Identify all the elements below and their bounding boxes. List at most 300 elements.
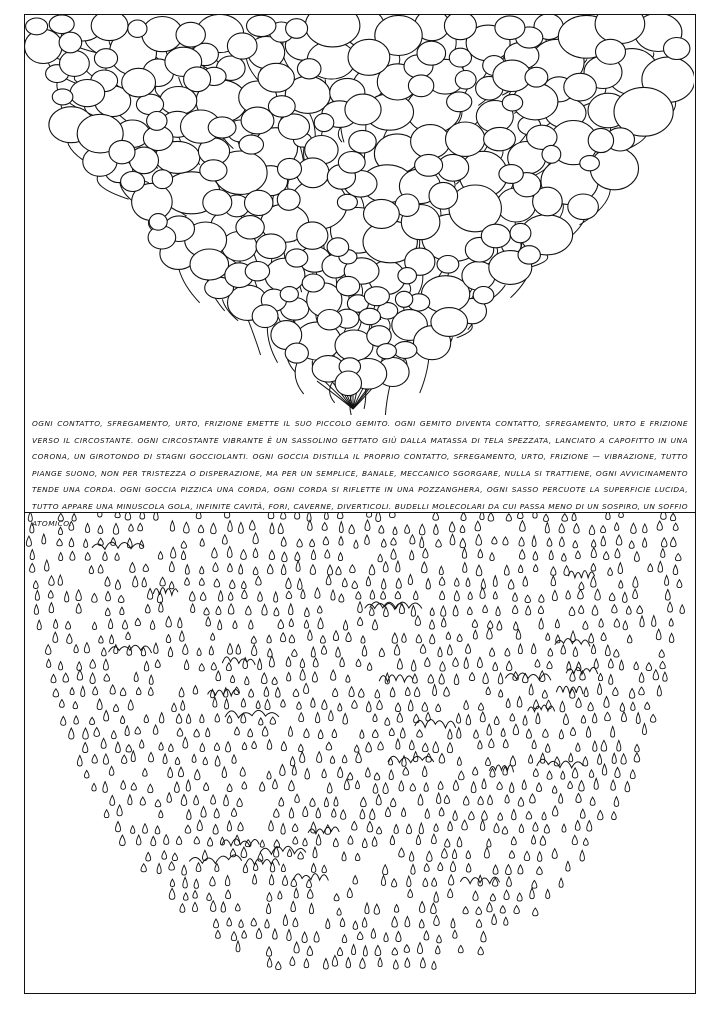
raindrop (552, 849, 557, 859)
raindrop (358, 602, 363, 613)
raindrop (268, 513, 274, 519)
raindrop (322, 865, 327, 873)
raindrop (238, 822, 243, 830)
raindrop (634, 552, 639, 562)
raindrop (433, 685, 437, 696)
speech-bubble (121, 172, 145, 192)
raindrop (34, 605, 38, 615)
raindrop (374, 904, 379, 914)
puddle-outline (222, 657, 255, 665)
raindrop (340, 918, 345, 926)
raindrop (562, 514, 568, 522)
raindrop (251, 918, 256, 926)
raindrop (226, 742, 231, 752)
raindrop (619, 513, 624, 517)
raindrop (136, 688, 141, 695)
raindrop (572, 513, 576, 521)
raindrop (116, 822, 121, 832)
raindrop (623, 621, 627, 630)
raindrop (453, 849, 457, 858)
raindrop (439, 808, 444, 816)
raindrop (333, 688, 338, 696)
raindrop (320, 636, 325, 644)
raindrop (334, 797, 338, 806)
raindrop (190, 592, 196, 601)
raindrop (126, 745, 131, 752)
raindrop (61, 716, 66, 725)
speech-bubble (338, 152, 365, 174)
raindrop (581, 716, 585, 724)
speech-bubble (147, 112, 167, 131)
raindrop (118, 595, 124, 602)
raindrop (396, 578, 401, 588)
raindrop (472, 620, 477, 628)
raindrop (303, 838, 307, 845)
raindrop (489, 739, 494, 748)
raindrop (540, 836, 545, 845)
raindrop (222, 767, 226, 778)
raindrop (265, 919, 269, 928)
raindrop (537, 852, 541, 862)
raindrop (249, 620, 253, 629)
raindrop (308, 520, 313, 530)
raindrop (252, 741, 257, 748)
raindrop (400, 728, 405, 738)
raindrop (440, 591, 445, 600)
speech-bubble (415, 154, 443, 176)
raindrop (200, 714, 204, 722)
raindrop (382, 579, 386, 589)
raindrop (427, 851, 432, 861)
raindrop (300, 752, 305, 762)
raindrop (337, 948, 342, 956)
raindrop (74, 645, 78, 653)
speech-bubble (52, 89, 73, 105)
raindrop (434, 525, 439, 535)
raindrop (424, 931, 429, 940)
raindrop (281, 564, 286, 574)
raindrop (183, 644, 188, 654)
raindrop (310, 539, 315, 546)
raindrop (548, 649, 553, 657)
raindrop (524, 851, 529, 860)
raindrop (620, 703, 624, 711)
raindrop (307, 946, 312, 955)
raindrop (110, 685, 115, 694)
raindrop (253, 548, 258, 557)
raindrop (30, 563, 35, 572)
raindrop (460, 525, 465, 532)
raindrop (307, 889, 313, 898)
raindrop (546, 889, 550, 898)
raindrop (76, 604, 81, 614)
raindrop (77, 755, 82, 766)
raindrop (613, 687, 618, 695)
raindrop (305, 769, 310, 780)
raindrop (176, 714, 181, 723)
raindrop (184, 660, 188, 670)
raindrop (69, 522, 74, 531)
raindrop (481, 932, 486, 942)
raindrop (303, 807, 308, 817)
raindrop (237, 798, 242, 806)
raindrop (280, 765, 285, 776)
raindrop (242, 590, 247, 599)
raindrop (228, 592, 233, 600)
raindrop (334, 894, 339, 901)
raindrop (544, 825, 549, 834)
raindrop (367, 663, 372, 670)
raindrop (513, 724, 518, 735)
raindrop (478, 741, 482, 749)
raindrop (214, 743, 219, 751)
raindrop (591, 548, 596, 558)
raindrop (432, 878, 437, 886)
raindrop (665, 575, 669, 585)
raindrop (355, 853, 360, 860)
raindrop (463, 907, 468, 914)
raindrop (298, 852, 303, 859)
raindrop (181, 551, 185, 560)
raindrop (419, 920, 424, 928)
raindrop (592, 644, 596, 653)
raindrop (425, 658, 430, 667)
raindrop (449, 522, 454, 532)
raindrop (462, 820, 468, 830)
raindrop (510, 714, 515, 721)
raindrop (634, 662, 638, 670)
raindrop (260, 782, 265, 791)
raindrop (206, 617, 211, 626)
raindrop (77, 670, 82, 680)
raindrop (326, 919, 330, 929)
raindrop (70, 688, 74, 695)
raindrop (349, 525, 354, 534)
raindrop (518, 865, 523, 874)
raindrop (363, 946, 367, 956)
raindrop (187, 810, 191, 820)
raindrop (245, 677, 249, 685)
raindrop (561, 645, 566, 654)
raindrop (242, 743, 247, 750)
raindrop (128, 795, 132, 805)
raindrop (381, 591, 386, 599)
raindrop (422, 743, 428, 752)
raindrop (233, 621, 237, 629)
raindrop (322, 523, 327, 531)
raindrop (324, 798, 328, 807)
raindrop (614, 619, 620, 627)
raindrop (260, 840, 264, 847)
raindrop (228, 521, 233, 532)
speech-bubble (278, 158, 302, 179)
raindrop (344, 779, 349, 790)
raindrop (591, 564, 596, 572)
raindrop (261, 673, 267, 684)
raindrop (93, 622, 97, 629)
speech-bubble (297, 158, 329, 188)
raindrop (185, 825, 191, 833)
speech-bubble (580, 156, 600, 171)
raindrop (631, 702, 635, 710)
raindrop (356, 752, 362, 762)
speech-bubble (91, 15, 128, 41)
raindrop (286, 578, 291, 588)
raindrop (35, 590, 39, 600)
raindrop (595, 589, 600, 600)
raindrop (361, 636, 365, 643)
raindrop (415, 616, 420, 626)
raindrop (214, 919, 219, 928)
raindrop (533, 513, 537, 518)
raindrop (267, 564, 273, 573)
raindrop (448, 822, 453, 831)
raindrop (279, 798, 284, 807)
raindrop (297, 702, 302, 709)
speech-bubble (455, 71, 476, 90)
raindrop (226, 663, 231, 671)
raindrop (93, 687, 98, 695)
raindrop (297, 539, 302, 547)
raindrop (58, 527, 62, 534)
raindrop (458, 945, 463, 952)
raindrop (612, 605, 617, 613)
raindrop (504, 565, 509, 575)
raindrop (135, 618, 140, 625)
raindrop (587, 821, 592, 832)
raindrop (269, 550, 274, 559)
raindrop (214, 809, 219, 818)
raindrop (269, 821, 274, 831)
raindrop (105, 608, 110, 616)
raindrop (182, 865, 187, 875)
raindrop (53, 632, 58, 642)
raindrop (109, 766, 114, 775)
raindrop (295, 513, 300, 519)
raindrop (211, 795, 216, 804)
raindrop (522, 780, 526, 789)
raindrop (133, 576, 138, 587)
raindrop (629, 689, 634, 699)
speech-bubble-tail (420, 359, 429, 394)
raindrop (413, 674, 418, 683)
raindrop (267, 958, 272, 967)
speech-bubble (473, 287, 494, 304)
raindrop (601, 526, 606, 533)
raindrop (289, 727, 293, 737)
raindrop (547, 771, 552, 779)
raindrop (496, 607, 500, 616)
raindrop (615, 549, 620, 558)
raindrop (605, 712, 611, 720)
raindrop (241, 847, 247, 857)
raindrop (643, 538, 647, 547)
raindrop (499, 690, 503, 697)
speech-bubble (256, 234, 286, 259)
raindrop (37, 620, 41, 630)
raindrop (77, 662, 82, 671)
puddle-outline (225, 710, 279, 718)
raindrop (240, 767, 245, 776)
raindrop (167, 793, 172, 803)
raindrop (419, 524, 425, 535)
raindrop (216, 671, 221, 681)
raindrop (258, 659, 262, 670)
raindrop (490, 894, 495, 901)
raindrop (609, 593, 615, 601)
raindrop (566, 861, 570, 871)
raindrop (576, 698, 581, 707)
raindrop (200, 592, 206, 600)
puddle-outline (568, 571, 594, 579)
raindrop (436, 704, 441, 711)
raindrop (391, 549, 396, 559)
raindrop (431, 903, 437, 914)
raindrop (103, 659, 108, 670)
raindrop (592, 540, 596, 547)
raindrop (356, 592, 361, 600)
raindrop (106, 591, 111, 601)
raindrop (448, 889, 453, 898)
raindrop (406, 824, 411, 834)
raindrop (542, 690, 547, 698)
raindrop (511, 837, 516, 845)
raindrop (395, 591, 401, 599)
speech-bubble (176, 22, 205, 47)
raindrop (227, 918, 232, 926)
raindrop (630, 770, 635, 779)
speech-bubble (247, 15, 276, 36)
raindrop (51, 674, 56, 682)
raindrop (383, 783, 388, 794)
raindrop (338, 553, 342, 561)
speech-bubble (484, 127, 516, 150)
raindrop (318, 730, 323, 739)
raindrop (168, 647, 172, 657)
speech-bubble (277, 189, 300, 210)
raindrop (323, 537, 328, 545)
raindrop (439, 754, 445, 764)
raindrop (228, 604, 234, 614)
raindrop (480, 712, 485, 722)
raindrop (290, 957, 295, 966)
raindrop (533, 769, 538, 777)
raindrop (246, 606, 251, 615)
raindrop (166, 616, 171, 627)
raindrop (309, 903, 313, 913)
raindrop (520, 521, 526, 532)
raindrop (356, 781, 360, 789)
raindrop (473, 630, 477, 639)
raindrop (513, 672, 519, 681)
raindrop (349, 687, 354, 697)
raindrop (665, 590, 670, 601)
raindrop (639, 687, 645, 695)
raindrop (462, 548, 466, 558)
raindrop (211, 633, 215, 640)
raindrop (131, 783, 136, 790)
raindrop (175, 782, 180, 792)
raindrop (103, 782, 108, 793)
raindrop (154, 513, 159, 520)
speech-bubble (200, 160, 227, 181)
raindrop (311, 864, 315, 873)
raindrop (110, 635, 114, 644)
raindrop (501, 729, 505, 737)
raindrop (353, 921, 358, 929)
raindrop (89, 566, 93, 574)
speech-bubble (317, 310, 342, 330)
raindrop (336, 567, 341, 575)
raindrop (316, 808, 320, 818)
raindrop (236, 645, 241, 655)
raindrop (304, 729, 309, 738)
raindrop (228, 564, 233, 572)
raindrop (281, 742, 286, 751)
speech-bubble (495, 16, 525, 40)
raindrop (92, 593, 98, 602)
raindrop (283, 876, 288, 886)
raindrop (579, 781, 584, 791)
raindrop (322, 769, 326, 778)
speech-bubble (502, 94, 522, 111)
raindrop (45, 560, 49, 571)
raindrop (264, 687, 269, 696)
raindrop (269, 656, 274, 667)
raindrop (438, 782, 443, 790)
raindrop (502, 827, 507, 835)
raindrop (538, 606, 543, 614)
speech-bubble (297, 222, 328, 249)
raindrop (423, 878, 428, 886)
raindrop (606, 513, 610, 520)
raindrop (397, 659, 402, 669)
raindrop (85, 553, 90, 561)
raindrop (650, 714, 655, 722)
raindrop (589, 770, 593, 778)
raindrop (547, 538, 552, 546)
raindrop (287, 930, 291, 941)
raindrop (539, 595, 544, 603)
raindrop (572, 768, 577, 778)
raindrop (331, 670, 336, 680)
raindrop (311, 698, 315, 707)
raindrop (221, 902, 226, 912)
raindrop (444, 687, 450, 696)
raindrop (215, 714, 220, 722)
raindrop (436, 540, 442, 548)
raindrop (270, 523, 274, 534)
raindrop (563, 714, 568, 725)
raindrop (533, 552, 538, 561)
raindrop (503, 537, 508, 545)
raindrop (127, 646, 132, 656)
raindrop (526, 606, 531, 615)
raindrop (457, 634, 462, 641)
raindrop (658, 561, 663, 572)
raindrop (379, 526, 384, 534)
raindrop (506, 661, 511, 671)
raindrop (519, 537, 524, 546)
puddle-outline (153, 588, 178, 596)
raindrop (546, 744, 550, 752)
raindrop (526, 729, 531, 738)
raindrop (65, 592, 69, 602)
raindrop (315, 588, 320, 598)
raindrop (211, 523, 216, 534)
raindrop (242, 581, 247, 588)
raindrop (353, 876, 358, 884)
